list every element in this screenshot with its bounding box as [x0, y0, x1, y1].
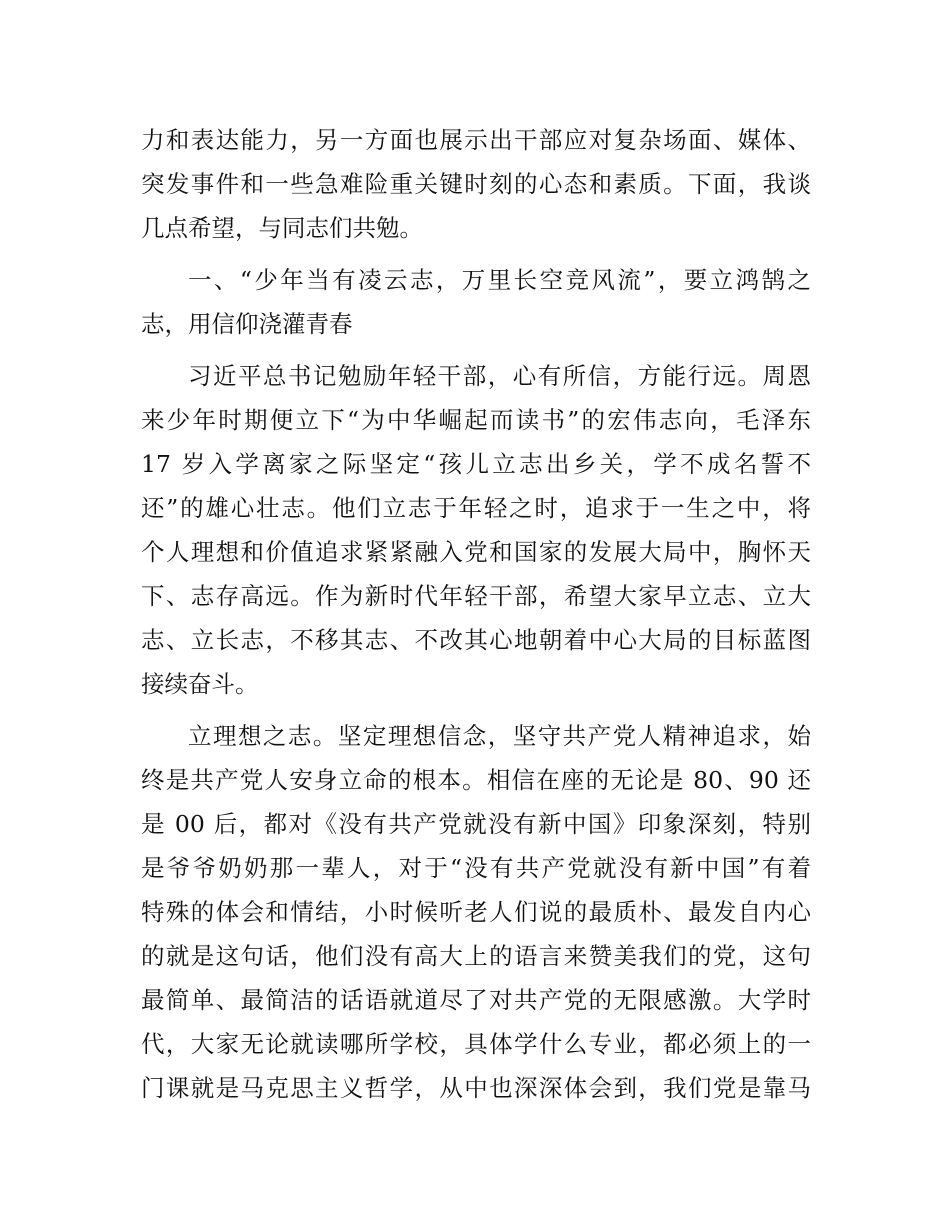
text-line: 接续奋斗。 [141, 670, 259, 698]
text-line: 门课就是马克思主义哲学，从中也深深体会到，我们党是靠马 [141, 1074, 811, 1102]
text-line: 是爷爷奶奶那一辈人，对于“没有共产党就没有新中国”有着 [141, 854, 811, 882]
heading-line: 志，用信仰浇灌青春 [141, 310, 353, 338]
text-line: 的就是这句话，他们没有高大上的语言来赞美我们的党，这句 [141, 942, 811, 970]
text-line: 17 岁入学离家之际坚定“孩儿立志出乡关，学不成名誓不 [141, 450, 811, 478]
text-line: 是 00 后，都对《没有共产党就没有新中国》印象深刻，特别 [141, 810, 811, 838]
paragraph-gap [141, 706, 811, 714]
document-body [141, 118, 811, 1110]
text-line: 特殊的体会和情结，小时候听老人们说的最质朴、最发自内心 [141, 898, 811, 926]
text-line: 下、志存高远。作为新时代年轻干部，希望大家早立志、立大 [141, 582, 811, 610]
text-line: 最简单、最简洁的话语就道尽了对共产党的无限感激。大学时 [141, 986, 811, 1014]
text-line: 代，大家无论就读哪所学校，具体学什么专业，都必须上的一 [141, 1030, 811, 1058]
text-line: 个人理想和价值追求紧紧融入党和国家的发展大局中，胸怀天 [141, 538, 811, 566]
text-line: 几点希望，与同志们共勉。 [141, 214, 423, 242]
text-line: 习近平总书记勉励年轻干部，心有所信，方能行远。周恩 [188, 362, 811, 390]
paragraph-intro [141, 118, 811, 250]
text-line: 力和表达能力，另一方面也展示出干部应对复杂场面、媒体、 [141, 126, 811, 154]
paragraph-gap [141, 346, 811, 354]
section-heading [141, 258, 811, 346]
paragraph-ideals [141, 714, 811, 1110]
text-line: 立理想之志。坚定理想信念，坚守共产党人精神追求，始 [188, 722, 811, 750]
text-line: 终是共产党人安身立命的根本。相信在座的无论是 80、90 还 [141, 766, 811, 794]
text-line: 还”的雄心壮志。他们立志于年轻之时，追求于一生之中，将 [141, 494, 811, 522]
paragraph-ambition [141, 354, 811, 706]
text-line: 来少年时期便立下“为中华崛起而读书”的宏伟志向，毛泽东 [141, 406, 811, 434]
text-line: 志、立长志，不移其志、不改其心地朝着中心大局的目标蓝图 [141, 626, 811, 654]
text-line: 突发事件和一些急难险重关键时刻的心态和素质。下面，我谈 [141, 170, 811, 198]
paragraph-gap [141, 250, 811, 258]
heading-line: 一、“少年当有凌云志，万里长空竞风流”，要立鸿鹄之 [188, 266, 811, 294]
